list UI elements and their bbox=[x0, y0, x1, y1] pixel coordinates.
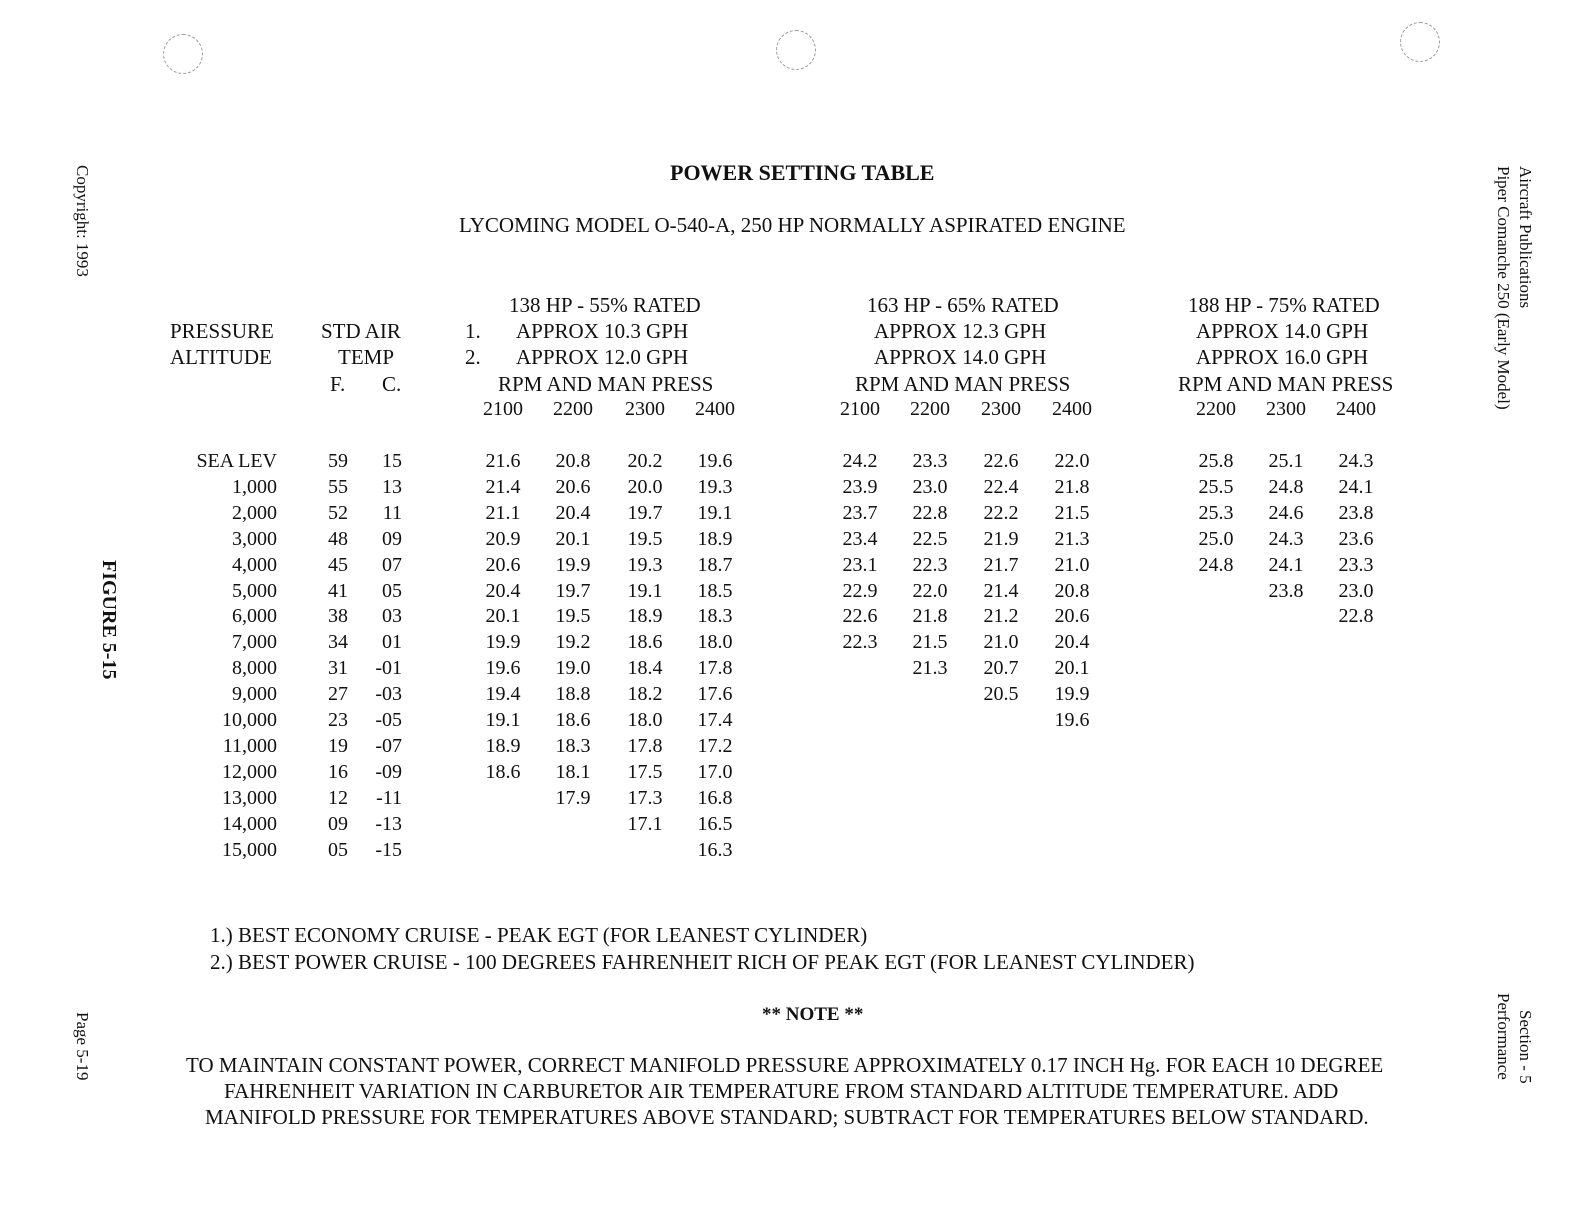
man-press-cell: 23.3 bbox=[1338, 553, 1374, 576]
man-press-cell: 21.6 bbox=[485, 450, 521, 472]
man-press-cell: 22.8 bbox=[912, 501, 948, 524]
man-press-cell: 19.0 bbox=[555, 657, 591, 680]
man-press-cell: 20.6 bbox=[1054, 605, 1090, 628]
man-press-cell: 23.8 bbox=[1338, 501, 1374, 524]
temp-f-cell: 48 bbox=[328, 527, 348, 550]
altitude-cell: 12,000 bbox=[222, 760, 277, 783]
man-press-cell: 18.3 bbox=[697, 605, 733, 628]
altitude-cell: 9,000 bbox=[232, 683, 277, 706]
temp-f-cell: 09 bbox=[328, 812, 348, 835]
man-press-cell: 19.9 bbox=[485, 631, 521, 654]
temp-f-cell: 41 bbox=[328, 579, 348, 602]
man-press-cell: 20.1 bbox=[555, 527, 591, 550]
temp-f-cell: 16 bbox=[328, 760, 348, 783]
man-press-cell: 19.3 bbox=[697, 475, 733, 498]
man-press-cell: 22.9 bbox=[842, 579, 878, 602]
temp-c-cell: -15 bbox=[375, 838, 402, 861]
man-press-cell: 22.3 bbox=[842, 631, 878, 654]
man-press-cell: 18.0 bbox=[627, 709, 663, 731]
man-press-cell: 25.0 bbox=[1198, 527, 1234, 550]
page-title: POWER SETTING TABLE bbox=[670, 160, 935, 185]
temp-c-cell: -13 bbox=[375, 812, 402, 835]
figure-label: FIGURE 5-15 bbox=[98, 560, 120, 680]
temp-f-cell: 34 bbox=[328, 631, 348, 654]
group-1-rpm-header: 2200 bbox=[553, 398, 593, 420]
group-2-gph-economy: APPROX 12.3 GPH bbox=[874, 319, 1047, 343]
group-3-rpm-label: RPM AND MAN PRESS bbox=[1178, 372, 1394, 396]
note-line-2: FAHRENHEIT VARIATION IN CARBURETOR AIR TEMPERATURE FROM STANDARD ALTITUDE TEMPERATURE. ADD bbox=[224, 1079, 1339, 1103]
group-2-rpm-header: 2200 bbox=[910, 398, 950, 420]
man-press-cell: 19.2 bbox=[555, 631, 591, 654]
temp-f-cell: 52 bbox=[328, 501, 348, 524]
f-header: F. bbox=[330, 372, 346, 396]
temp-c-cell: -11 bbox=[376, 786, 402, 809]
man-press-cell: 24.3 bbox=[1268, 527, 1304, 550]
man-press-cell: 21.5 bbox=[912, 631, 948, 654]
temp-c-cell: -07 bbox=[375, 734, 402, 757]
group-1-rpm-label: RPM AND MAN PRESS bbox=[498, 372, 714, 396]
man-press-cell: 19.5 bbox=[627, 527, 663, 550]
man-press-cell: 22.6 bbox=[983, 450, 1019, 472]
group-1-rpm-header: 2100 bbox=[483, 398, 523, 420]
temp-f-cell: 12 bbox=[328, 786, 348, 809]
man-press-cell: 18.6 bbox=[485, 760, 521, 783]
man-press-cell: 19.9 bbox=[555, 553, 591, 576]
man-press-cell: 19.6 bbox=[485, 657, 521, 680]
altitude-header: ALTITUDE bbox=[170, 345, 272, 369]
group-1-rpm-header: 2300 bbox=[625, 398, 665, 420]
man-press-cell: 19.4 bbox=[485, 683, 521, 706]
man-press-cell: 18.2 bbox=[627, 683, 663, 706]
group-3-gph-power: APPROX 16.0 GPH bbox=[1196, 345, 1369, 369]
man-press-cell: 18.9 bbox=[697, 527, 733, 550]
group-1-rpm-header: 2400 bbox=[695, 398, 735, 420]
man-press-cell: 24.1 bbox=[1338, 475, 1374, 498]
temp-c-cell: 11 bbox=[382, 501, 402, 524]
man-press-cell: 21.2 bbox=[983, 605, 1019, 628]
group-2-rpm-header: 2300 bbox=[981, 398, 1021, 420]
man-press-cell: 23.7 bbox=[842, 501, 878, 524]
man-press-cell: 25.8 bbox=[1198, 450, 1234, 472]
section-text: Section - 5 bbox=[1516, 1010, 1535, 1084]
man-press-cell: 17.9 bbox=[555, 786, 591, 809]
man-press-cell: 25.1 bbox=[1268, 450, 1304, 472]
man-press-cell: 23.9 bbox=[842, 475, 878, 498]
man-press-cell: 22.3 bbox=[912, 553, 948, 576]
temp-f-cell: 31 bbox=[328, 657, 348, 680]
temp-c-cell: 15 bbox=[382, 450, 402, 472]
man-press-cell: 22.0 bbox=[912, 579, 948, 602]
man-press-cell: 18.6 bbox=[555, 709, 591, 731]
footnote-2: 2.) BEST POWER CRUISE - 100 DEGREES FAHRENHEIT RICH OF PEAK EGT (FOR LEANEST CYLINDER) bbox=[210, 950, 1195, 974]
temp-c-cell: -09 bbox=[375, 760, 402, 783]
man-press-cell: 22.5 bbox=[912, 527, 948, 550]
altitude-cell: 7,000 bbox=[232, 631, 277, 654]
man-press-cell: 19.1 bbox=[627, 579, 663, 602]
group-2-rpm-header: 2400 bbox=[1052, 398, 1092, 420]
punch-hole-center bbox=[776, 30, 816, 70]
temp-f-cell: 55 bbox=[328, 475, 348, 498]
man-press-cell: 18.5 bbox=[697, 579, 733, 602]
man-press-cell: 18.6 bbox=[627, 631, 663, 654]
group-3-rated: 188 HP - 75% RATED bbox=[1188, 293, 1380, 317]
c-header: C. bbox=[382, 372, 402, 396]
man-press-cell: 19.5 bbox=[555, 605, 591, 628]
man-press-cell: 23.3 bbox=[912, 450, 948, 472]
group-2-rpm-label: RPM AND MAN PRESS bbox=[855, 372, 1071, 396]
man-press-cell: 22.4 bbox=[983, 475, 1019, 498]
man-press-cell: 19.3 bbox=[627, 553, 663, 576]
man-press-cell: 20.8 bbox=[555, 450, 591, 472]
man-press-cell: 21.9 bbox=[983, 527, 1019, 550]
man-press-cell: 21.4 bbox=[485, 475, 521, 498]
man-press-cell: 20.1 bbox=[1054, 657, 1090, 680]
temp-c-cell: 05 bbox=[382, 579, 402, 602]
footnote-marker-2: 2. bbox=[465, 345, 481, 369]
man-press-cell: 20.4 bbox=[485, 579, 521, 602]
man-press-cell: 20.2 bbox=[627, 450, 663, 472]
altitude-cell: 14,000 bbox=[222, 812, 277, 835]
temp-f-cell: 23 bbox=[328, 709, 348, 731]
man-press-cell: 24.1 bbox=[1268, 553, 1304, 576]
temp-c-cell: 09 bbox=[382, 527, 402, 550]
man-press-cell: 24.8 bbox=[1198, 553, 1234, 576]
man-press-cell: 20.4 bbox=[555, 501, 591, 524]
man-press-cell: 18.3 bbox=[555, 734, 591, 757]
copyright-text: Copyright: 1993 bbox=[73, 165, 92, 277]
temp-c-cell: 13 bbox=[382, 475, 402, 498]
man-press-cell: 19.1 bbox=[697, 501, 733, 524]
man-press-cell: 24.2 bbox=[842, 450, 878, 472]
group-3-rpm-header: 2200 bbox=[1196, 398, 1236, 420]
temp-header: TEMP bbox=[338, 345, 395, 369]
altitude-cell: 3,000 bbox=[232, 527, 277, 550]
man-press-cell: 17.3 bbox=[627, 786, 663, 809]
group-2-rated: 163 HP - 65% RATED bbox=[867, 293, 1059, 317]
punch-hole-left bbox=[163, 34, 203, 74]
man-press-cell: 23.4 bbox=[842, 527, 878, 550]
note-line-3: MANIFOLD PRESSURE FOR TEMPERATURES ABOVE STANDARD; SUBTRACT FOR TEMPERATURES BELOW STANDARD. bbox=[205, 1105, 1369, 1129]
man-press-cell: 19.1 bbox=[485, 709, 521, 731]
temp-f-cell: 05 bbox=[328, 838, 348, 861]
man-press-cell: 18.0 bbox=[697, 631, 733, 654]
man-press-cell: 18.7 bbox=[697, 553, 733, 576]
temp-c-cell: -05 bbox=[375, 709, 402, 731]
man-press-cell: 20.4 bbox=[1054, 631, 1090, 654]
man-press-cell: 21.7 bbox=[983, 553, 1019, 576]
note-title: ** NOTE ** bbox=[762, 1004, 864, 1025]
man-press-cell: 20.9 bbox=[485, 527, 521, 550]
man-press-cell: 17.8 bbox=[697, 657, 733, 680]
punch-hole-right bbox=[1400, 22, 1440, 62]
altitude-cell: 11,000 bbox=[222, 734, 277, 757]
man-press-cell: 18.9 bbox=[485, 734, 521, 757]
temp-c-cell: -01 bbox=[375, 657, 402, 680]
man-press-cell: 18.8 bbox=[555, 683, 591, 706]
altitude-cell: 13,000 bbox=[222, 786, 277, 809]
temp-c-cell: 01 bbox=[382, 631, 402, 654]
man-press-cell: 19.7 bbox=[627, 501, 663, 524]
man-press-cell: 17.5 bbox=[627, 760, 663, 783]
man-press-cell: 17.1 bbox=[627, 812, 663, 835]
man-press-cell: 21.0 bbox=[983, 631, 1019, 654]
man-press-cell: 23.1 bbox=[842, 553, 878, 576]
model-text: Piper Comanche 250 (Early Model) bbox=[1494, 166, 1513, 410]
altitude-cell: 5,000 bbox=[232, 579, 277, 602]
temp-f-cell: 27 bbox=[328, 683, 348, 706]
man-press-cell: 20.6 bbox=[555, 475, 591, 498]
temp-f-cell: 19 bbox=[328, 734, 348, 757]
man-press-cell: 21.3 bbox=[912, 657, 948, 680]
note-line-1: TO MAINTAIN CONSTANT POWER, CORRECT MANIFOLD PRESSURE APPROXIMATELY 0.17 INCH Hg. FOR EACH 10 DEGREE bbox=[186, 1053, 1384, 1077]
man-press-cell: 16.5 bbox=[697, 812, 733, 835]
man-press-cell: 21.8 bbox=[1054, 475, 1090, 498]
group-3-rpm-header: 2400 bbox=[1336, 398, 1376, 420]
group-2-rpm-header: 2100 bbox=[840, 398, 880, 420]
man-press-cell: 22.6 bbox=[842, 605, 878, 628]
man-press-cell: 21.8 bbox=[912, 605, 948, 628]
group-2-gph-power: APPROX 14.0 GPH bbox=[874, 345, 1047, 369]
man-press-cell: 19.6 bbox=[1054, 709, 1090, 731]
altitude-cell: 4,000 bbox=[232, 553, 277, 576]
group-3-gph-economy: APPROX 14.0 GPH bbox=[1196, 319, 1369, 343]
man-press-cell: 24.3 bbox=[1338, 450, 1374, 472]
man-press-cell: 18.4 bbox=[627, 657, 663, 680]
man-press-cell: 16.3 bbox=[697, 838, 733, 861]
man-press-cell: 18.1 bbox=[555, 760, 591, 783]
altitude-cell: 6,000 bbox=[232, 605, 277, 628]
man-press-cell: 17.8 bbox=[627, 734, 663, 757]
man-press-cell: 19.7 bbox=[555, 579, 591, 602]
footnote-1: 1.) BEST ECONOMY CRUISE - PEAK EGT (FOR LEANEST CYLINDER) bbox=[210, 923, 868, 947]
altitude-cell: 2,000 bbox=[232, 501, 277, 524]
man-press-cell: 20.5 bbox=[983, 683, 1019, 706]
man-press-cell: 21.1 bbox=[485, 501, 521, 524]
altitude-cell: SEA LEV bbox=[196, 450, 277, 472]
man-press-cell: 18.9 bbox=[627, 605, 663, 628]
temp-c-cell: -03 bbox=[375, 683, 402, 706]
man-press-cell: 20.7 bbox=[983, 657, 1019, 680]
man-press-cell: 21.0 bbox=[1054, 553, 1090, 576]
altitude-cell: 15,000 bbox=[222, 838, 277, 861]
man-press-cell: 23.6 bbox=[1338, 527, 1374, 550]
altitude-cell: 1,000 bbox=[232, 475, 277, 498]
altitude-cell: 10,000 bbox=[222, 709, 277, 731]
man-press-cell: 20.0 bbox=[627, 475, 663, 498]
altitude-cell: 8,000 bbox=[232, 657, 277, 680]
engine-subtitle: LYCOMING MODEL O-540-A, 250 HP NORMALLY ASPIRATED ENGINE bbox=[459, 213, 1126, 237]
pressure-header: PRESSURE bbox=[170, 319, 274, 343]
temp-f-cell: 45 bbox=[328, 553, 348, 576]
group-1-rated: 138 HP - 55% RATED bbox=[509, 293, 701, 317]
man-press-cell: 23.8 bbox=[1268, 579, 1304, 602]
man-press-cell: 21.4 bbox=[983, 579, 1019, 602]
man-press-cell: 23.0 bbox=[1338, 579, 1374, 602]
group-1-gph-economy: APPROX 10.3 GPH bbox=[516, 319, 689, 343]
man-press-cell: 19.9 bbox=[1054, 683, 1090, 706]
man-press-cell: 17.2 bbox=[697, 734, 733, 757]
man-press-cell: 24.6 bbox=[1268, 501, 1304, 524]
man-press-cell: 20.6 bbox=[485, 553, 521, 576]
man-press-cell: 20.8 bbox=[1054, 579, 1090, 602]
man-press-cell: 17.4 bbox=[697, 709, 733, 731]
man-press-cell: 23.0 bbox=[912, 475, 948, 498]
temp-c-cell: 03 bbox=[382, 605, 402, 628]
group-1-gph-power: APPROX 12.0 GPH bbox=[516, 345, 689, 369]
man-press-cell: 20.1 bbox=[485, 605, 521, 628]
man-press-cell: 21.5 bbox=[1054, 501, 1090, 524]
footnote-marker-1: 1. bbox=[465, 319, 481, 343]
man-press-cell: 19.6 bbox=[697, 450, 733, 472]
man-press-cell: 25.5 bbox=[1198, 475, 1234, 498]
man-press-cell: 25.3 bbox=[1198, 501, 1234, 524]
man-press-cell: 22.0 bbox=[1054, 450, 1090, 472]
std-air-header: STD AIR bbox=[321, 319, 401, 343]
man-press-cell: 22.2 bbox=[983, 501, 1019, 524]
page-number: Page 5-19 bbox=[73, 1012, 92, 1081]
publisher-text: Aircraft Publications bbox=[1516, 166, 1535, 309]
man-press-cell: 22.8 bbox=[1338, 605, 1374, 628]
section-name-text: Performance bbox=[1494, 993, 1513, 1080]
man-press-cell: 17.6 bbox=[697, 683, 733, 706]
temp-f-cell: 38 bbox=[328, 605, 348, 628]
man-press-cell: 17.0 bbox=[697, 760, 733, 783]
temp-f-cell: 59 bbox=[328, 450, 348, 472]
man-press-cell: 21.3 bbox=[1054, 527, 1090, 550]
temp-c-cell: 07 bbox=[382, 553, 402, 576]
group-3-rpm-header: 2300 bbox=[1266, 398, 1306, 420]
man-press-cell: 16.8 bbox=[697, 786, 733, 809]
man-press-cell: 24.8 bbox=[1268, 475, 1304, 498]
